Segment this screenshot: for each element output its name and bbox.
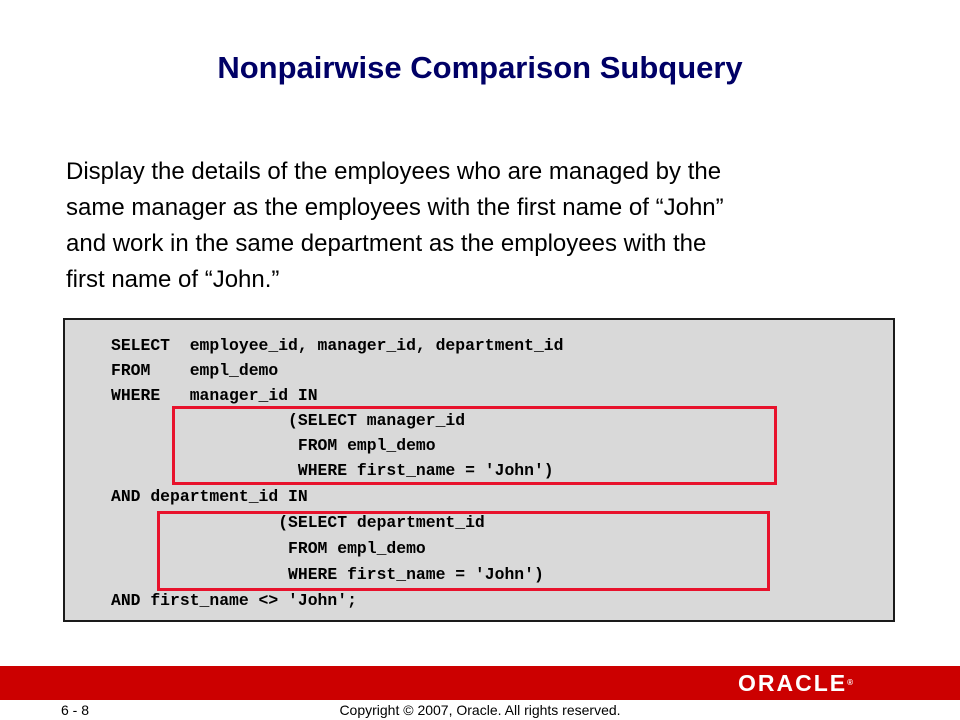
code-line: SELECT employee_id, manager_id, department_id xyxy=(111,336,564,355)
code-line: (SELECT manager_id xyxy=(111,411,466,430)
oracle-logo xyxy=(738,671,860,695)
code-line: AND department_id IN xyxy=(111,487,308,506)
code-line: FROM empl_demo xyxy=(111,539,426,558)
code-line: FROM empl_demo xyxy=(111,361,279,380)
code-line: AND first_name <> 'John'; xyxy=(111,591,357,610)
slide-title: Nonpairwise Comparison Subquery xyxy=(217,50,743,85)
body-line: same manager as the employees with the first name of “John” xyxy=(66,194,724,221)
code-line: WHERE first_name = 'John') xyxy=(111,461,554,480)
slide-body-text xyxy=(66,154,886,298)
copyright-notice: Copyright © 2007, Oracle. All rights reserved. xyxy=(339,702,621,718)
code-line: WHERE first_name = 'John') xyxy=(111,565,544,584)
body-line: and work in the same department as the employees with the xyxy=(66,230,707,257)
oracle-logo-text: ORACLE xyxy=(738,670,848,696)
code-line: (SELECT department_id xyxy=(111,513,485,532)
code-line: FROM empl_demo xyxy=(111,436,436,455)
body-line: first name of “John.” xyxy=(66,266,280,293)
code-line: WHERE manager_id IN xyxy=(111,386,318,405)
page-number: 6 - 8 xyxy=(61,702,90,718)
department-subquery-highlight xyxy=(157,511,770,591)
body-line: Display the details of the employees who are managed by the xyxy=(66,158,722,185)
registered-mark: ® xyxy=(847,678,854,687)
manager-subquery-highlight xyxy=(172,406,777,485)
